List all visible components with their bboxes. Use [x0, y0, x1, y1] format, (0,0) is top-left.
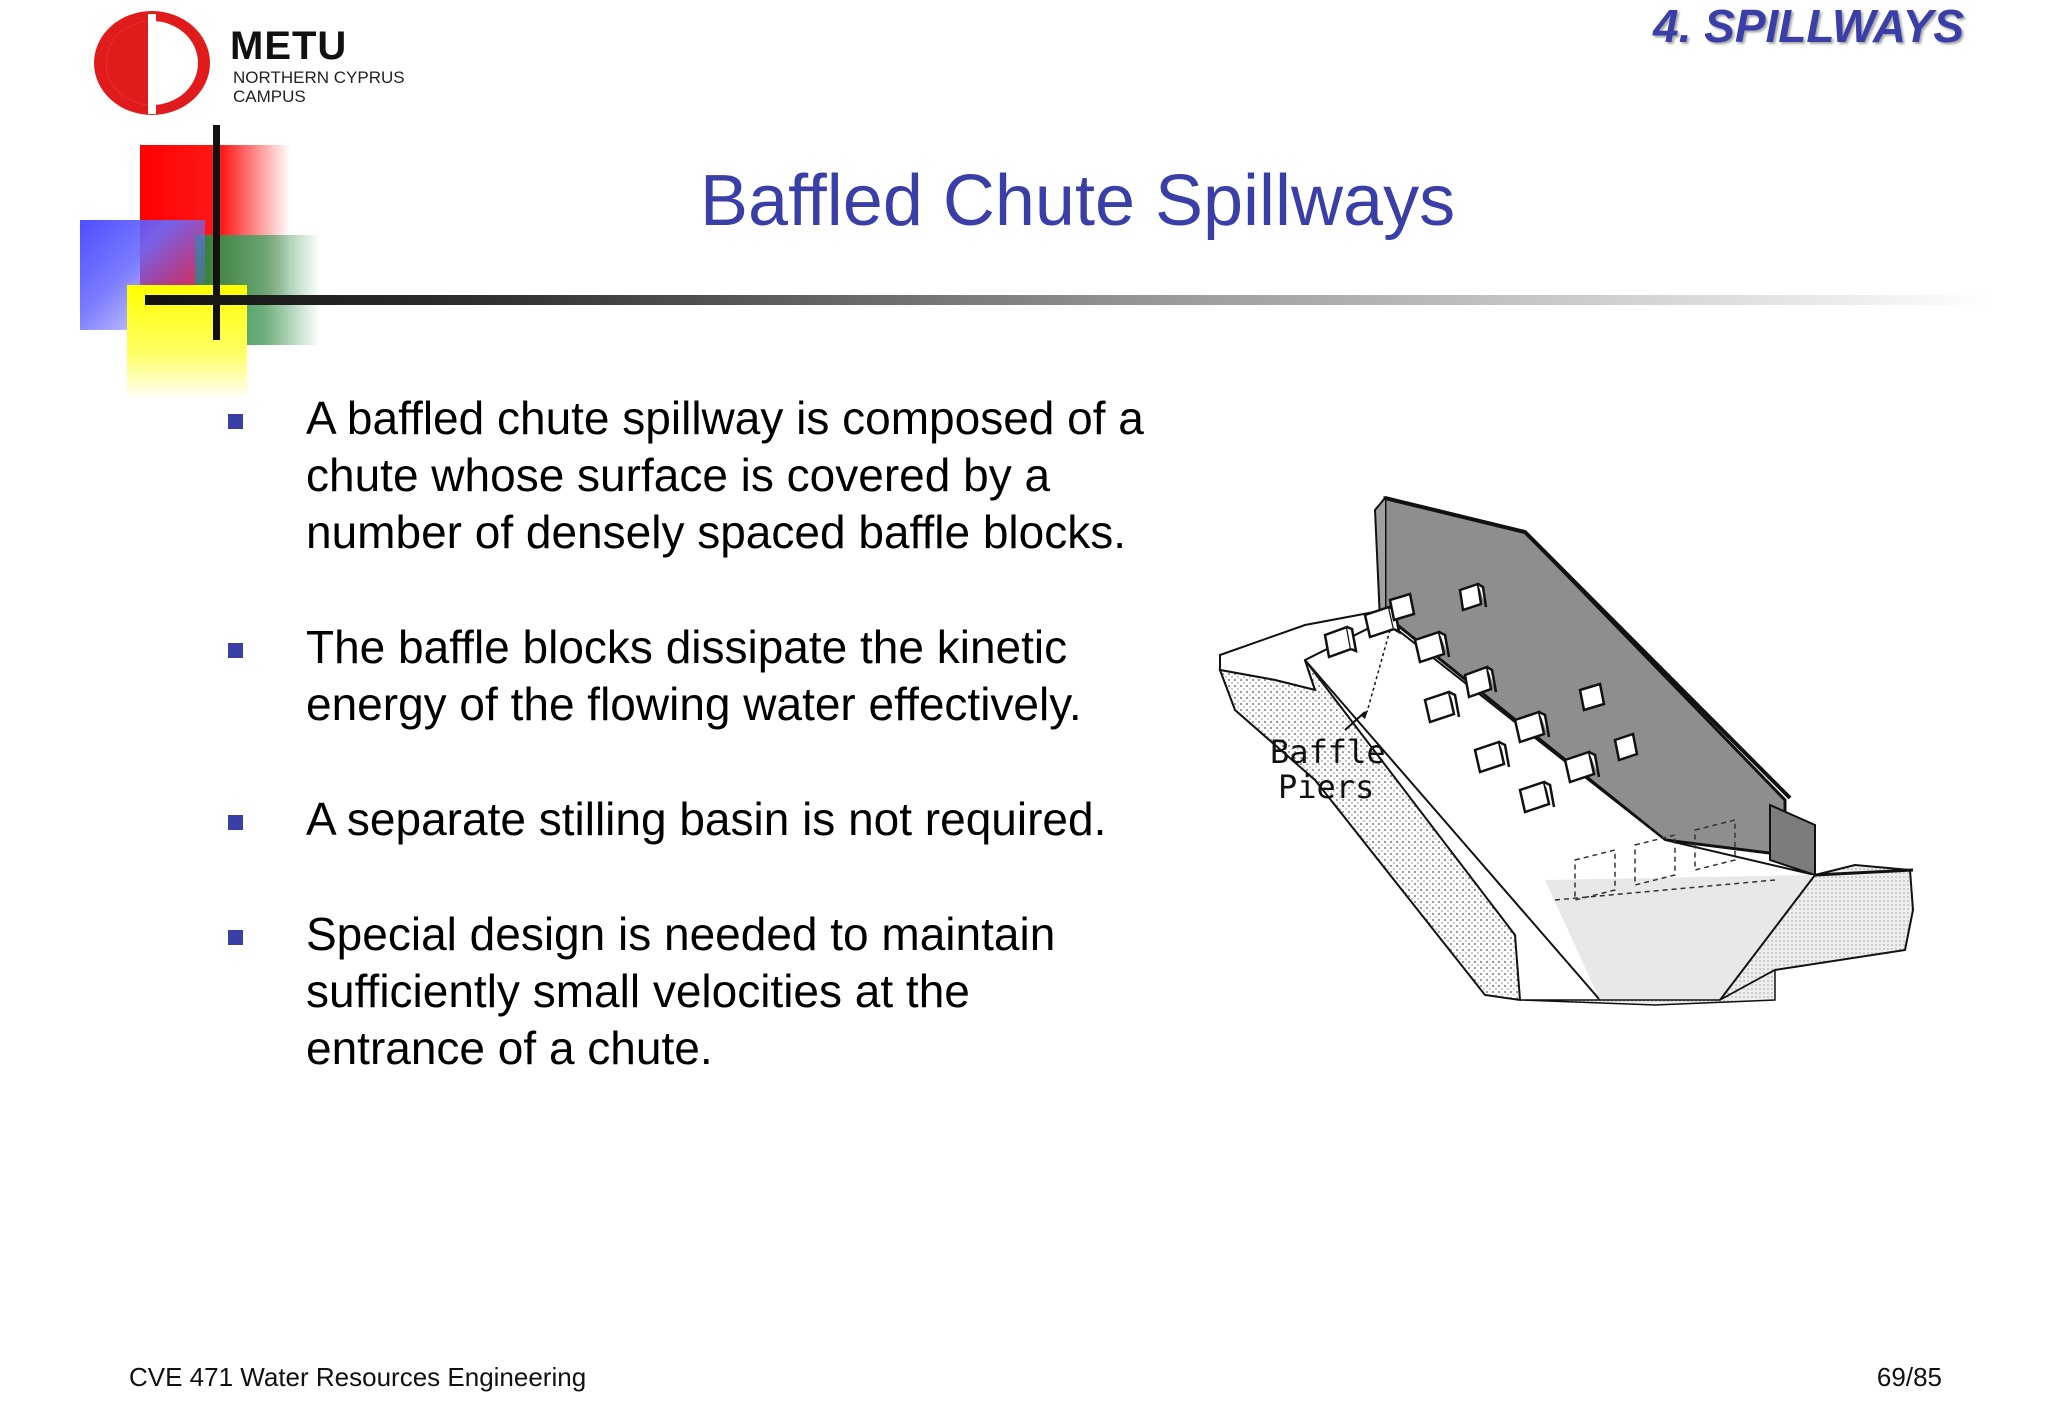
square-bullet-icon [228, 643, 243, 658]
bullet-line: sufficiently small velocities at the [306, 965, 970, 1017]
bullet-line: A baffled chute spillway is composed of a [306, 392, 1144, 444]
bullet-list [228, 390, 1228, 1135]
bullet-line: The baffle blocks dissipate the kinetic [306, 621, 1068, 673]
bullet-line: A separate stilling basin is not required. [306, 793, 1107, 845]
bullet-item [228, 619, 1228, 733]
logo-subtitle [233, 68, 405, 106]
bullet-item [228, 906, 1228, 1077]
bullet-line: Special design is needed to maintain [306, 908, 1056, 960]
bullet-line: number of densely spaced baffle blocks. [306, 506, 1126, 558]
bullet-item [228, 390, 1228, 561]
bullet-line: energy of the flowing water effectively. [306, 678, 1082, 730]
bullet-line: entrance of a chute. [306, 1022, 713, 1074]
baffle-piers-label: Piers [1278, 768, 1375, 806]
slide-title: Baffled Chute Spillways [700, 161, 1456, 241]
baffled-chute-illustration [1215, 480, 1915, 1010]
section-header: 4. SPILLWAYS [1653, 0, 1964, 52]
logo-title: METU [230, 24, 348, 68]
decor-vertical-line [213, 125, 220, 340]
title-rule [145, 295, 1995, 305]
footer-course: CVE 471 Water Resources Engineering [129, 1362, 587, 1392]
metu-logo-icon [90, 6, 220, 121]
logo-subtitle-line: NORTHERN CYPRUS [233, 68, 405, 87]
square-bullet-icon [228, 930, 243, 945]
baffle-piers-label: Baffle [1270, 733, 1386, 771]
square-bullet-icon [228, 815, 243, 830]
bullet-item [228, 791, 1228, 848]
square-bullet-icon [228, 414, 243, 429]
metu-logo [90, 6, 420, 121]
bullet-line: chute whose surface is covered by a [306, 449, 1051, 501]
logo-subtitle-line: CAMPUS [233, 87, 306, 106]
footer-page-number: 69/85 [1876, 1362, 1942, 1392]
